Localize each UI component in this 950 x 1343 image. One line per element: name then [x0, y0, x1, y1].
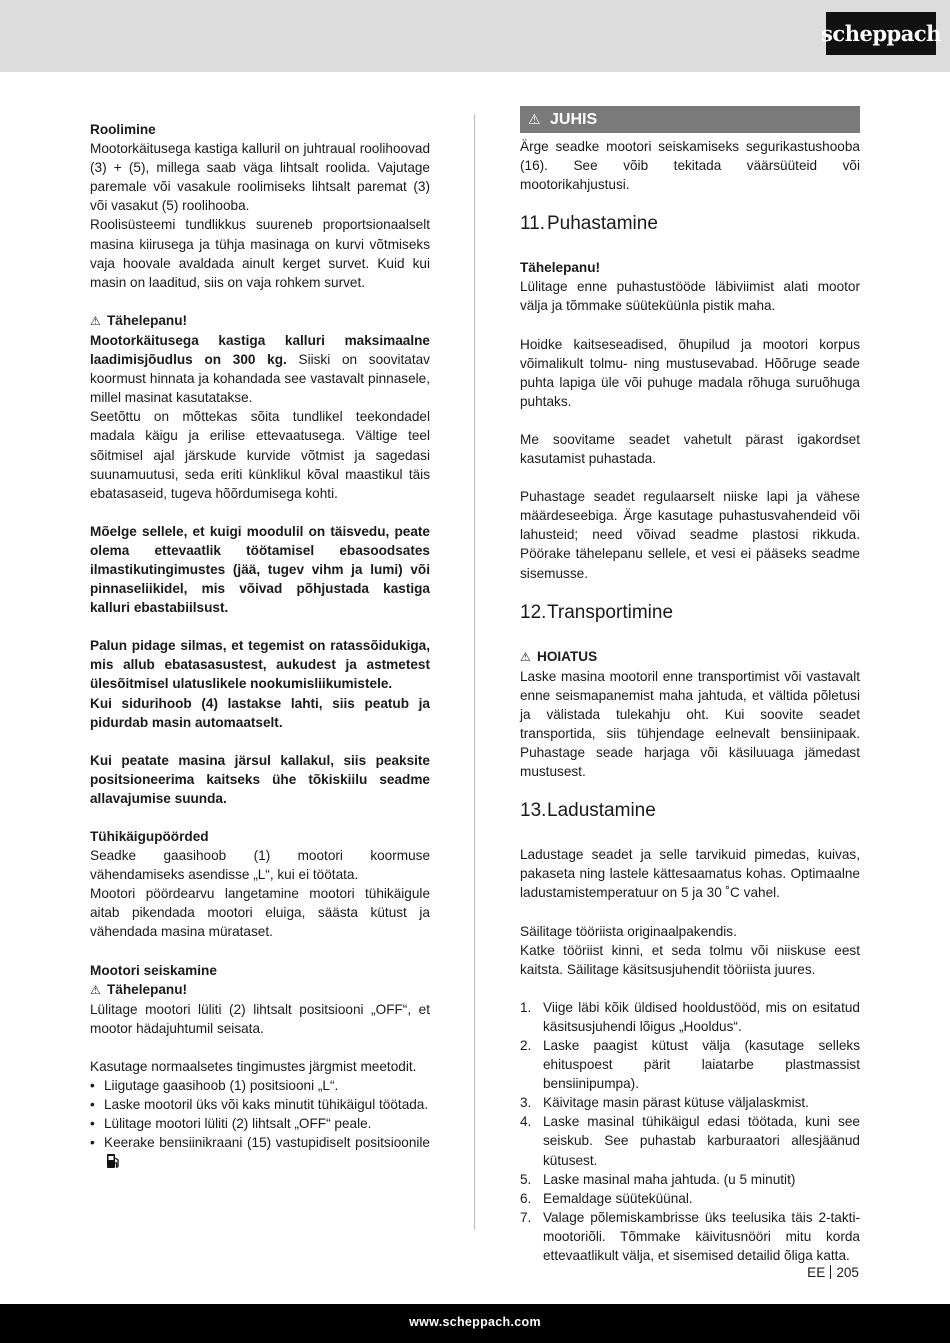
hint-label: JUHIS [550, 111, 598, 128]
list-number: 6. [520, 1190, 532, 1206]
paragraph: Laske masina mootoril enne transportimist või vastavalt enne seismapanemist maha jahtuda, et vältida põletusi ja välistada tulekahju oht. Kui soovite seadet transportida, siis tühjendage eelnevalt bensiinipaak. Puhastage seade harjaga või käsiluuaga jämedast mustusest. [520, 668, 860, 780]
warning-triangle-icon: ⚠ [90, 313, 101, 328]
list-item [520, 1170, 860, 1189]
paragraph [90, 331, 430, 407]
section-title-engine-stop: Mootori seiskamine [90, 962, 217, 978]
section-title: Ladustamine [547, 800, 656, 822]
brand-logo: scheppach [826, 12, 936, 55]
paragraph: Lülitage enne puhastustööde läbiviimist alati mootor välja ja tõmmake süüteküünla pistik maha. [520, 279, 860, 314]
warning-triangle-icon: ⚠ [520, 649, 531, 664]
section-heading-transport [520, 601, 860, 625]
hint-banner [520, 106, 860, 133]
list-number: 2. [520, 1038, 532, 1053]
paragraph: Ladustage seadet ja selle tarvikuid pimedas, kuivas, pakaseta ning lastele kättesaamatus kohas. Optimaalne ladustamistemperatuur on 5 ja 30 ˚C vahel. [520, 847, 860, 901]
list-item-text: Laske masinal maha jahtuda. (u 5 minutit) [543, 1171, 796, 1187]
paragraph: Lülitage mootori lüliti (2) lihtsalt positsiooni „OFF“, et mootor hädajuhtumil seisata. [90, 1001, 430, 1036]
bold-paragraph: Palun pidage silmas, et tegemist on ratassõidukiga, mis allub ebatasasustest, aukudest ja astmetest ülesõitmisel ulatuslikele nookumisliikumistele. [90, 638, 430, 692]
list-number: 7. [520, 1209, 532, 1225]
section-heading-cleaning [520, 212, 860, 236]
paragraph: Säilitage tööriista originaalpakendis. [520, 923, 737, 939]
bold-paragraph: Mõelge sellele, et kuigi moodulil on täisvedu, peate olema ettevaatlik töötamisel ebasoodsates ilmastikutingimustes (jää, tugev vihm ja lumi) või pinnaseliikidel, mis võivad põhjustada kastiga kalluri ebastabiilsust. [90, 523, 430, 616]
attention-label: Tähelepanu! [107, 312, 188, 328]
bullet-list [90, 1076, 430, 1171]
list-item [520, 1112, 860, 1169]
bold-text: Mootorkäitusega kastiga kalluri maksimaalne laadimisjõudlus on 300 kg. [90, 332, 430, 368]
section-title: Puhastamine [547, 213, 658, 235]
list-item-text: Laske masinal tühikäigul edasi töötada, kuni see seiskub. See puhastab karburaatori allesjäänud kütusest. [543, 1114, 860, 1168]
fuel-pump-icon [106, 1153, 120, 1169]
paragraph: Puhastage seadet regulaarselt niiske lapi ja vähese määrdeseebiga. Ärge kasutage puhastusvahendeid või lahusteid; need võivad seadme plastosi rikkuda. Pöörake tähelepanu sellele, et vesi ei pääseks seadme sisemusse. [520, 489, 860, 581]
section-number: 13. [520, 800, 547, 822]
list-number: 5. [520, 1171, 532, 1187]
column-divider [474, 114, 475, 1230]
list-item [520, 1093, 860, 1112]
list-number: 1. [520, 999, 532, 1015]
top-bar [0, 0, 950, 72]
bold-paragraph: Kui peatate masina järsul kallakul, siis peaksite positsioneerima kaitseks ühe tõkiskiilu seadme allavajumise suunda. [90, 752, 430, 806]
list-number: 3. [520, 1095, 532, 1111]
attention-heading [90, 980, 430, 1000]
separator [830, 1265, 831, 1279]
section-title: Transportimine [547, 601, 674, 623]
list-item-text: Käivitage masin pärast kütuse väljalaskmist. [543, 1095, 809, 1111]
paragraph: Ärge seadke mootori seiskamiseks segurikastushooba (16). See võib tekitada väärsüüteid või mootorikahjustusi. [520, 139, 860, 193]
list-item [520, 1036, 860, 1093]
paragraph: Seadke gaasihoob (1) mootori koormuse vähendamiseks asendisse „L“, kui ei töötata. [90, 848, 430, 883]
numbered-list [520, 998, 860, 1265]
warning-triangle-icon: ⚠ [90, 982, 101, 997]
paragraph: Me soovitame seadet vahetult pärast igakordset kasutamist puhastada. [520, 431, 860, 467]
list-item: • Lülitage mootori lüliti (2) lihtsalt „OFF“ peale. [90, 1114, 430, 1133]
attention-heading [90, 311, 430, 331]
paragraph-text: Siiski on soovitatav koormust hinnata ja kohandada see vastavalt pinnasele, millel masinat kasutatakse. [90, 352, 430, 406]
page-number [807, 1263, 859, 1282]
list-item: • Liigutage gaasihoob (1) positsiooni „L“. [90, 1076, 430, 1095]
page-number-value: 205 [836, 1265, 859, 1280]
list-item-text: Viige läbi kõik üldised hooldustööd, mis on esitatud käsitsusjuhendi lõigus „Hooldus“. [543, 999, 860, 1034]
language-code: EE [807, 1265, 826, 1280]
paragraph: Mootorkäitusega kastiga kalluril on juhtraual roolihoovad (3) + (5), millega saab väga lihtsalt roolida. Vajutage paremale või vasakule roolimiseks lihtsalt paremat (3) või vasakut (5) roolihooba. [90, 141, 430, 214]
attention-label: Tähelepanu! [107, 981, 188, 997]
list-number: 4. [520, 1114, 532, 1130]
warning-label: HOIATUS [537, 648, 598, 664]
footer-url: www.scheppach.com [409, 1315, 541, 1329]
section-heading-storage [520, 799, 860, 823]
bold-paragraph: Kui sidurihoob (4) lastakse lahti, siis peatub ja pidurdab masin automaatselt. [90, 695, 430, 730]
attention-label: Tähelepanu! [520, 260, 601, 276]
section-number: 11. [520, 213, 546, 235]
warning-heading [520, 647, 860, 667]
paragraph: Roolisüsteemi tundlikkus suureneb proportsionaalselt masina kiirusega ja tühja masinaga on kurvi võtmiseks vaja hoovale avaldada ainult kerget survet. Kuid kui masin on laaditud, siis on vaja rohkem survet. [90, 217, 430, 290]
list-item [90, 1133, 430, 1171]
footer-bar [0, 1304, 950, 1343]
section-number: 12. [520, 601, 547, 623]
list-item-text: Eemaldage süüteküünal. [543, 1190, 693, 1206]
paragraph: Seetõttu on mõttekas sõita tundlikel teekondadel madala käigu ja erilise ettevaatusega. Vältige teel sõitmisel ajal järskude kurvide võtmist ja sagedasi suunamuutusi, seda eriti künklikul kõval maastikul täis ebatasaseid, tugeva hõõrdumisega kohti. [90, 409, 430, 501]
right-column [520, 106, 860, 1265]
list-item: • Laske mootoril üks või kaks minutit tühikäigul töötada. [90, 1095, 430, 1114]
list-item-text: Valage põlemiskambrisse üks teelusika täis 2-takti-mootoriõli. Tõmmake käivitusnööri mitu korda ettevaatlikult välja, et sisemised detailid õliga katta. [543, 1209, 860, 1264]
paragraph: Kasutage normaalsetes tingimustes järgmist meetodit. [90, 1058, 417, 1074]
section-title-idle: Tühikäigupöörded [90, 829, 209, 844]
list-item-text: Keerake bensiinikraani (15) vastupidiselt positsioonile [104, 1135, 430, 1151]
paragraph: Mootori pöördearvu langetamine mootori tühikäigule aitab pikendada mootori eluiga, säästa kütust ja vähendada masina mürataset. [90, 886, 430, 940]
paragraph: Katke tööriist kinni, et seda tolmu või niiskuse eest kaitsta. Säilitage käsitsusjuhendit tööriista juures. [520, 942, 860, 977]
list-item-text: Laske paagist kütust välja (kasutage selleks ehituspoest pärit laiatarbe plastmassist bensiinipumpa). [543, 1038, 860, 1092]
warning-triangle-icon: ⚠ [528, 111, 541, 127]
list-item [520, 1189, 860, 1208]
list-item [520, 1208, 860, 1265]
paragraph: Hoidke kaitseseadised, õhupilud ja mootori korpus võimalikult tolmu- ning mustusevabad. Hõõruge seade puhta lapiga üle või puhuge madala rõhuga suruõhuga puhtaks. [520, 336, 860, 409]
list-item [520, 998, 860, 1036]
section-title-steering: Roolimine [90, 122, 156, 137]
left-column [90, 120, 430, 1172]
